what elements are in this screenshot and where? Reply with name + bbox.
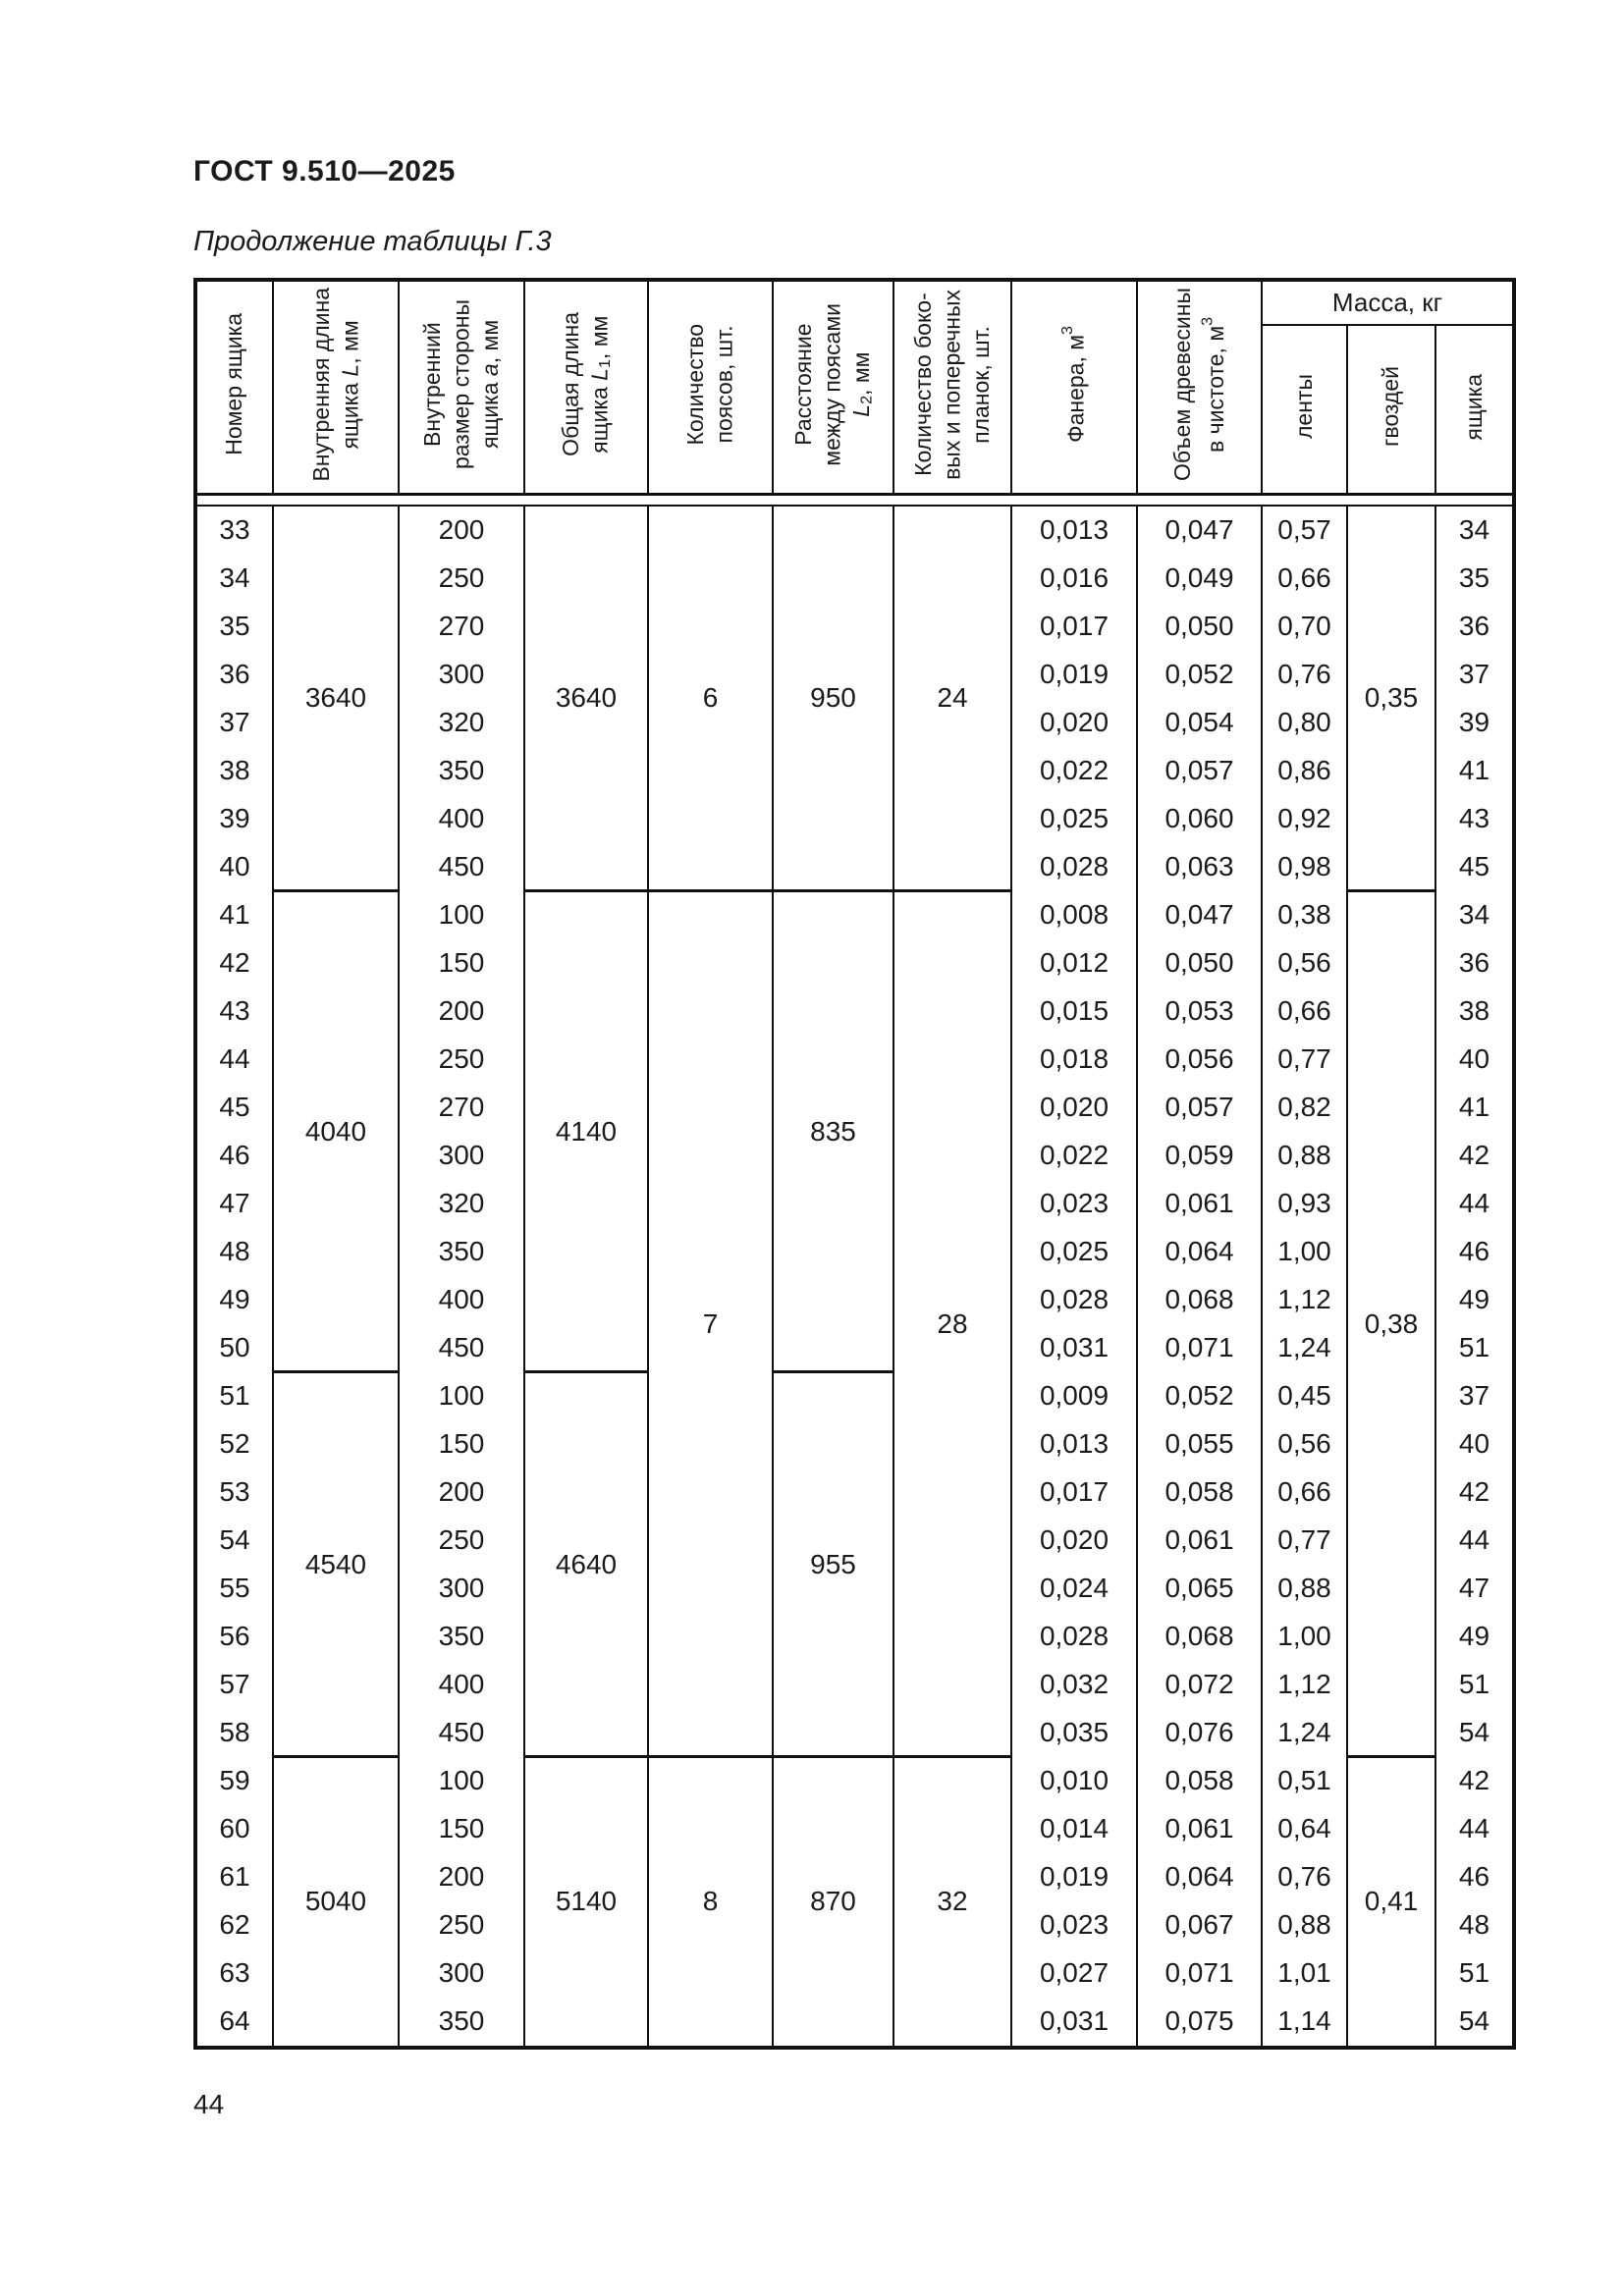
cell-mass-box: 51: [1435, 1324, 1514, 1372]
cell-wood-volume: 0,052: [1137, 651, 1262, 699]
cell-side-size: 150: [399, 1805, 524, 1853]
cell-mass-tape: 1,24: [1262, 1709, 1347, 1757]
cell-plywood: 0,020: [1011, 1084, 1137, 1132]
cell-side-size: 400: [399, 1661, 524, 1709]
column-header-plywood: [1011, 280, 1137, 494]
cell-box-number: 43: [219, 995, 250, 1027]
cell-belt-count: 7: [648, 891, 773, 1757]
column-header-label: Фанера, $м^3$: [1057, 326, 1089, 444]
cell-side-size: 270: [399, 603, 524, 651]
page-number: 44: [193, 2089, 225, 2119]
cell-wood-volume: 0,064: [1137, 1853, 1262, 1901]
cell-wood-volume: 0,071: [1137, 1324, 1262, 1372]
cell-mass-tape: 0,88: [1262, 1565, 1347, 1613]
cell-wood-volume: 0,071: [1137, 1949, 1262, 1998]
cell-total-length: 5140: [524, 1757, 648, 2048]
cell-mass-tape: 0,88: [1262, 1132, 1347, 1180]
cell-inner-length: 4540: [273, 1372, 399, 1757]
cell-box-number: 46: [219, 1140, 250, 1171]
table-row: [195, 506, 1514, 555]
cell-mass-tape: 0,92: [1262, 795, 1347, 843]
cell-mass-tape: 0,77: [1262, 1036, 1347, 1084]
cell-wood-volume: 0,072: [1137, 1661, 1262, 1709]
cell-mass-box: 48: [1435, 1901, 1514, 1949]
cell-plywood: 0,018: [1011, 1036, 1137, 1084]
cell-wood-volume: 0,047: [1137, 506, 1262, 555]
cell-mass-tape: 0,93: [1262, 1180, 1347, 1228]
cell-plank-count: 28: [893, 891, 1011, 1757]
cell-mass-box: 42: [1435, 1757, 1514, 1805]
cell-plywood: 0,022: [1011, 747, 1137, 795]
cell-side-size: 350: [399, 1228, 524, 1276]
cell-box-number: 37: [219, 707, 250, 738]
table-row: [195, 1757, 1514, 1805]
cell-wood-volume: 0,057: [1137, 1084, 1262, 1132]
table-row: [195, 1372, 1514, 1420]
column-header-inner-length: [273, 280, 399, 494]
cell-plywood: 0,025: [1011, 1228, 1137, 1276]
cell-side-size: 150: [399, 1420, 524, 1468]
cell-mass-tape: 1,14: [1262, 1998, 1347, 2048]
cell-plywood: 0,023: [1011, 1901, 1137, 1949]
cell-mass-tape: 0,51: [1262, 1757, 1347, 1805]
cell-belt-distance: 835: [773, 891, 893, 1372]
cell-mass-tape: 0,86: [1262, 747, 1347, 795]
column-header-mass-box: [1435, 325, 1514, 494]
cell-wood-volume: 0,068: [1137, 1613, 1262, 1661]
cell-wood-volume: 0,047: [1137, 891, 1262, 939]
cell-wood-volume: 0,050: [1137, 603, 1262, 651]
cell-side-size: 200: [399, 988, 524, 1036]
cell-wood-volume: 0,061: [1137, 1805, 1262, 1853]
cell-wood-volume: 0,054: [1137, 699, 1262, 747]
cell-plywood: 0,015: [1011, 988, 1137, 1036]
cell-side-size: 300: [399, 1565, 524, 1613]
cell-side-size: 400: [399, 1276, 524, 1324]
cell-plywood: 0,028: [1011, 1276, 1137, 1324]
cell-mass-tape: 0,76: [1262, 1853, 1347, 1901]
cell-plywood: 0,013: [1011, 506, 1137, 555]
cell-side-size: 250: [399, 1901, 524, 1949]
cell-mass-box: 38: [1435, 988, 1514, 1036]
cell-box-number: 53: [219, 1476, 250, 1508]
cell-side-size: 350: [399, 1613, 524, 1661]
cell-side-size: 300: [399, 1132, 524, 1180]
cell-box-number: 59: [219, 1765, 250, 1796]
cell-side-size: 450: [399, 843, 524, 891]
column-header-belt-count: [648, 280, 773, 494]
cell-wood-volume: 0,076: [1137, 1709, 1262, 1757]
mass-group-header: Масса, кг: [1262, 280, 1514, 325]
cell-mass-box: 41: [1435, 747, 1514, 795]
cell-mass-tape: 0,56: [1262, 1420, 1347, 1468]
cell-wood-volume: 0,068: [1137, 1276, 1262, 1324]
cell-mass-box: 39: [1435, 699, 1514, 747]
cell-inner-length: 4040: [273, 891, 399, 1372]
cell-side-size: 320: [399, 1180, 524, 1228]
doc-code: ГОСТ 9.510—2025: [193, 155, 456, 187]
cell-plywood: 0,035: [1011, 1709, 1137, 1757]
cell-mass-box: 42: [1435, 1468, 1514, 1517]
cell-mass-box: 54: [1435, 1709, 1514, 1757]
table-g3: [193, 278, 1516, 2050]
cell-mass-box: 34: [1435, 891, 1514, 939]
cell-box-number: 36: [219, 659, 250, 690]
cell-side-size: 250: [399, 1036, 524, 1084]
cell-side-size: 300: [399, 1949, 524, 1998]
column-header-num: [195, 280, 273, 494]
cell-box-number: 52: [219, 1428, 250, 1460]
cell-plywood: 0,019: [1011, 1853, 1137, 1901]
column-header-label: Номер ящика: [221, 313, 247, 456]
cell-box-number: 40: [219, 851, 250, 882]
column-header-mass-tape: [1262, 325, 1347, 494]
cell-mass-box: 34: [1435, 506, 1514, 555]
cell-wood-volume: 0,075: [1137, 1998, 1262, 2048]
cell-box-number: 34: [219, 562, 250, 594]
cell-side-size: 450: [399, 1709, 524, 1757]
cell-side-size: 270: [399, 1084, 524, 1132]
cell-mass-tape: 1,24: [1262, 1324, 1347, 1372]
column-header-label: ящика: [1460, 373, 1487, 441]
cell-plywood: 0,028: [1011, 843, 1137, 891]
cell-side-size: 250: [399, 555, 524, 603]
cell-mass-box: 44: [1435, 1180, 1514, 1228]
cell-inner-length: 5040: [273, 1757, 399, 2048]
cell-mass-tape: 1,00: [1262, 1228, 1347, 1276]
cell-plywood: 0,027: [1011, 1949, 1137, 1998]
cell-mass-nails: 0,41: [1347, 1757, 1435, 2048]
cell-plywood: 0,017: [1011, 1468, 1137, 1517]
cell-mass-box: 44: [1435, 1517, 1514, 1565]
cell-wood-volume: 0,065: [1137, 1565, 1262, 1613]
cell-mass-tape: 0,70: [1262, 603, 1347, 651]
cell-side-size: 100: [399, 1757, 524, 1805]
column-header-side-size: [399, 280, 524, 494]
cell-mass-box: 44: [1435, 1805, 1514, 1853]
cell-box-number: 48: [219, 1236, 250, 1267]
column-header-label: Внутренняя длина ящика L, мм: [307, 288, 362, 482]
cell-belt-distance: 870: [773, 1757, 893, 2048]
column-header-label: Количество поясов, шт.: [682, 324, 737, 446]
cell-wood-volume: 0,058: [1137, 1757, 1262, 1805]
column-header-mass-nails: [1347, 325, 1435, 494]
cell-plywood: 0,020: [1011, 699, 1137, 747]
table-row: [195, 891, 1514, 939]
cell-mass-tape: 0,45: [1262, 1372, 1347, 1420]
header-separator: [195, 494, 1514, 506]
cell-plywood: 0,016: [1011, 555, 1137, 603]
cell-mass-tape: 0,80: [1262, 699, 1347, 747]
cell-wood-volume: 0,059: [1137, 1132, 1262, 1180]
cell-box-number: 58: [219, 1717, 250, 1748]
table-body: [195, 494, 1514, 2048]
cell-plywood: 0,020: [1011, 1517, 1137, 1565]
cell-box-number: 63: [219, 1957, 250, 1989]
cell-mass-box: 51: [1435, 1661, 1514, 1709]
cell-box-number: 50: [219, 1332, 250, 1363]
cell-wood-volume: 0,064: [1137, 1228, 1262, 1276]
cell-mass-tape: 1,12: [1262, 1276, 1347, 1324]
column-header-label: Расстояние между поясами $L_2$, мм: [789, 302, 876, 466]
cell-box-number: 35: [219, 611, 250, 642]
column-header-plank-count: [893, 280, 1011, 494]
cell-mass-tape: 0,98: [1262, 843, 1347, 891]
cell-plywood: 0,024: [1011, 1565, 1137, 1613]
cell-box-number: 60: [219, 1813, 250, 1844]
cell-box-number: 62: [219, 1909, 250, 1941]
cell-wood-volume: 0,063: [1137, 843, 1262, 891]
cell-side-size: 100: [399, 1372, 524, 1420]
cell-side-size: 450: [399, 1324, 524, 1372]
cell-mass-box: 42: [1435, 1132, 1514, 1180]
cell-side-size: 200: [399, 1853, 524, 1901]
cell-side-size: 300: [399, 651, 524, 699]
cell-wood-volume: 0,060: [1137, 795, 1262, 843]
cell-belt-count: 8: [648, 1757, 773, 2048]
cell-mass-tape: 0,88: [1262, 1901, 1347, 1949]
cell-total-length: 4640: [524, 1372, 648, 1757]
cell-mass-tape: 1,00: [1262, 1613, 1347, 1661]
cell-mass-box: 49: [1435, 1613, 1514, 1661]
cell-wood-volume: 0,058: [1137, 1468, 1262, 1517]
cell-wood-volume: 0,061: [1137, 1517, 1262, 1565]
cell-mass-tape: 1,12: [1262, 1661, 1347, 1709]
cell-side-size: 400: [399, 795, 524, 843]
cell-side-size: 320: [399, 699, 524, 747]
cell-mass-box: 49: [1435, 1276, 1514, 1324]
column-header-total-length: [524, 280, 648, 494]
cell-plywood: 0,008: [1011, 891, 1137, 939]
cell-wood-volume: 0,056: [1137, 1036, 1262, 1084]
cell-box-number: 45: [219, 1092, 250, 1123]
cell-belt-distance: 950: [773, 506, 893, 891]
cell-plywood: 0,031: [1011, 1324, 1137, 1372]
column-header-label: Общая длина ящика $L_1$, мм: [558, 312, 615, 457]
cell-wood-volume: 0,057: [1137, 747, 1262, 795]
column-header-label: Объем древесины в чистоте, $м^3$: [1168, 288, 1228, 482]
cell-box-number: 54: [219, 1524, 250, 1556]
cell-plywood: 0,031: [1011, 1998, 1137, 2048]
cell-box-number: 44: [219, 1043, 250, 1075]
cell-box-number: 61: [219, 1861, 250, 1893]
cell-wood-volume: 0,053: [1137, 988, 1262, 1036]
cell-side-size: 350: [399, 747, 524, 795]
cell-wood-volume: 0,061: [1137, 1180, 1262, 1228]
cell-box-number: 64: [219, 2005, 250, 2037]
cell-mass-box: 46: [1435, 1228, 1514, 1276]
cell-mass-box: 40: [1435, 1420, 1514, 1468]
cell-box-number: 33: [219, 514, 250, 546]
cell-mass-box: 40: [1435, 1036, 1514, 1084]
cell-total-length: 4140: [524, 891, 648, 1372]
cell-side-size: 350: [399, 1998, 524, 2048]
cell-plywood: 0,023: [1011, 1180, 1137, 1228]
cell-wood-volume: 0,055: [1137, 1420, 1262, 1468]
cell-side-size: 150: [399, 939, 524, 988]
table-caption: Продолжение таблицы Г.3: [193, 226, 552, 257]
table-header: [195, 280, 1514, 494]
cell-mass-box: 37: [1435, 651, 1514, 699]
cell-plank-count: 24: [893, 506, 1011, 891]
cell-mass-tape: 0,66: [1262, 1468, 1347, 1517]
cell-mass-box: 36: [1435, 939, 1514, 988]
cell-mass-tape: 0,38: [1262, 891, 1347, 939]
cell-total-length: 3640: [524, 506, 648, 891]
cell-mass-box: 43: [1435, 795, 1514, 843]
cell-mass-box: 36: [1435, 603, 1514, 651]
cell-mass-nails: 0,35: [1347, 506, 1435, 891]
cell-side-size: 200: [399, 1468, 524, 1517]
cell-box-number: 56: [219, 1621, 250, 1652]
cell-mass-box: 37: [1435, 1372, 1514, 1420]
cell-plywood: 0,010: [1011, 1757, 1137, 1805]
cell-mass-tape: 0,66: [1262, 555, 1347, 603]
cell-mass-tape: 0,57: [1262, 506, 1347, 555]
cell-plywood: 0,025: [1011, 795, 1137, 843]
column-header-label: Внутренний размер стороны ящика a, мм: [418, 299, 503, 470]
cell-box-number: 49: [219, 1284, 250, 1315]
cell-belt-distance: 955: [773, 1372, 893, 1757]
cell-mass-tape: 0,76: [1262, 651, 1347, 699]
cell-box-number: 38: [219, 755, 250, 786]
cell-plywood: 0,022: [1011, 1132, 1137, 1180]
cell-plywood: 0,032: [1011, 1661, 1137, 1709]
cell-mass-box: 41: [1435, 1084, 1514, 1132]
cell-mass-box: 46: [1435, 1853, 1514, 1901]
cell-box-number: 41: [219, 899, 250, 931]
cell-box-number: 42: [219, 947, 250, 979]
cell-mass-box: 47: [1435, 1565, 1514, 1613]
cell-inner-length: 3640: [273, 506, 399, 891]
cell-plywood: 0,012: [1011, 939, 1137, 988]
cell-plywood: 0,009: [1011, 1372, 1137, 1420]
cell-plywood: 0,019: [1011, 651, 1137, 699]
cell-wood-volume: 0,049: [1137, 555, 1262, 603]
cell-mass-nails: 0,38: [1347, 891, 1435, 1757]
cell-plywood: 0,014: [1011, 1805, 1137, 1853]
cell-mass-box: 45: [1435, 843, 1514, 891]
cell-plank-count: 32: [893, 1757, 1011, 2048]
cell-box-number: 51: [219, 1380, 250, 1412]
cell-belt-count: 6: [648, 506, 773, 891]
cell-mass-tape: 0,66: [1262, 988, 1347, 1036]
cell-box-number: 47: [219, 1188, 250, 1219]
cell-mass-tape: 0,82: [1262, 1084, 1347, 1132]
cell-mass-tape: 1,01: [1262, 1949, 1347, 1998]
cell-side-size: 200: [399, 506, 524, 555]
cell-wood-volume: 0,052: [1137, 1372, 1262, 1420]
cell-box-number: 57: [219, 1669, 250, 1700]
cell-plywood: 0,013: [1011, 1420, 1137, 1468]
cell-side-size: 100: [399, 891, 524, 939]
column-header-label: Количество боко- вых и поперечных планок, шт.: [909, 289, 994, 480]
cell-mass-box: 54: [1435, 1998, 1514, 2048]
cell-side-size: 250: [399, 1517, 524, 1565]
column-header-wood-volume: [1137, 280, 1262, 494]
cell-wood-volume: 0,050: [1137, 939, 1262, 988]
cell-plywood: 0,017: [1011, 603, 1137, 651]
cell-wood-volume: 0,067: [1137, 1901, 1262, 1949]
cell-box-number: 55: [219, 1573, 250, 1604]
cell-box-number: 39: [219, 803, 250, 834]
cell-mass-box: 51: [1435, 1949, 1514, 1998]
column-header-label: гвоздей: [1378, 366, 1404, 448]
cell-mass-tape: 0,56: [1262, 939, 1347, 988]
column-header-belt-distance: [773, 280, 893, 494]
cell-mass-tape: 0,64: [1262, 1805, 1347, 1853]
cell-mass-box: 35: [1435, 555, 1514, 603]
cell-mass-tape: 0,77: [1262, 1517, 1347, 1565]
column-header-label: ленты: [1290, 374, 1317, 440]
cell-plywood: 0,028: [1011, 1613, 1137, 1661]
